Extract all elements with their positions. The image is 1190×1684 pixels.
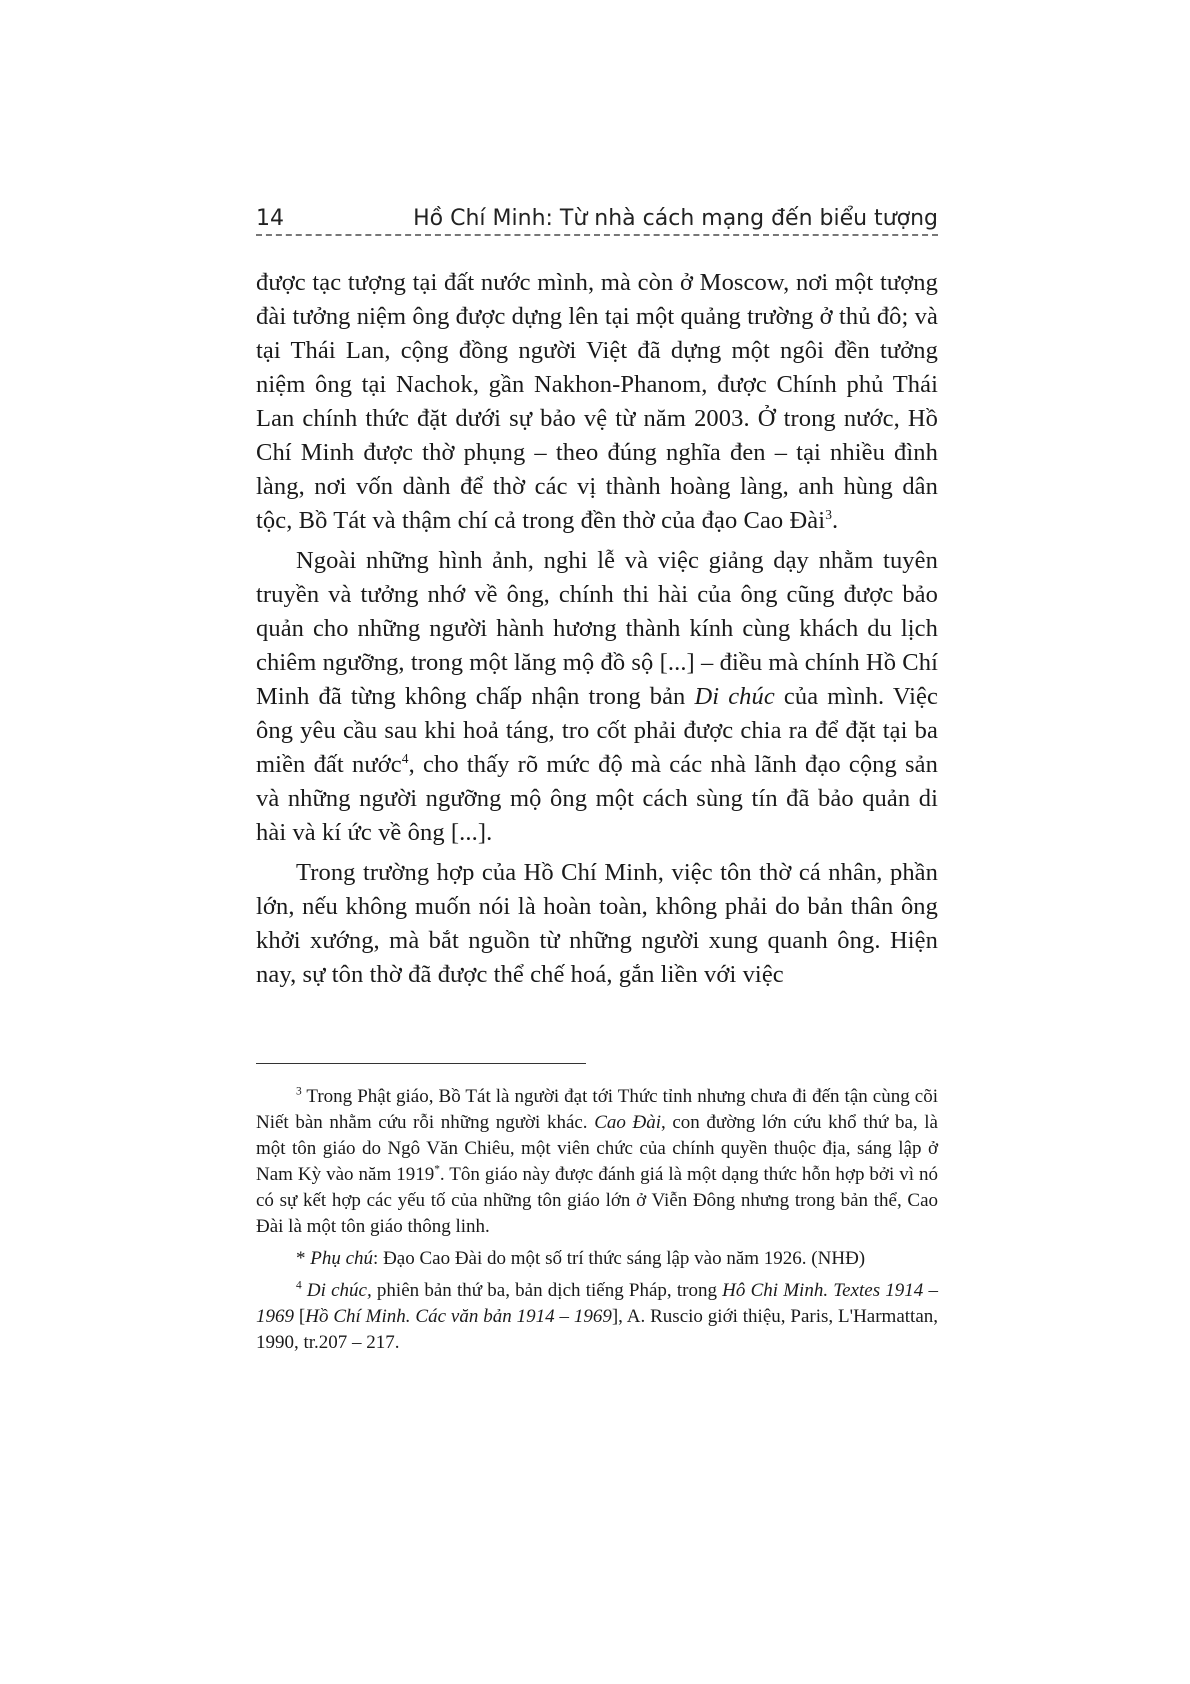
- footnote-4: $^4$ Di chúc, phiên bản thứ ba, bản dịch tiếng Pháp, trong Hô Chi Minh. Textes 1914 – 1969 [Hồ Chí Minh. Các văn bản 1914 – 1969], A. Ruscio giới thiệu, Paris, L'Harmattan, 1990, tr.207 – 217.: [256, 1279, 938, 1353]
- footnote-marker: 4: [296, 1279, 302, 1292]
- footnote-separator: [256, 1063, 586, 1064]
- paragraph-3: Trong trường hợp của Hồ Chí Minh, việc tôn thờ cá nhân, phần lớn, nếu không muốn nói là hoàn toàn, không phải do bản thân ông khởi xướng, mà bắt nguồn từ những người xung quanh ông. Hiện nay, sự tôn thờ đã được thể chế hoá, gắn liền với việc: [256, 859, 938, 988]
- running-title: Hồ Chí Minh: Từ nhà cách mạng đến biểu tượng: [413, 206, 938, 231]
- header-divider: [256, 234, 938, 236]
- footnote-ref-4: 4: [401, 750, 409, 766]
- editor-note: * Phụ chú: Đạo Cao Đài do một số trí thức sáng lập vào năm 1926. (NHĐ): [296, 1248, 866, 1269]
- paragraph-2: Ngoài những hình ảnh, nghi lễ và việc giảng dạy nhằm tuyên truyền và tưởng nhớ về ông, chính thi hài của ông cũng được bảo quản cho những người hành hương thành kính cùng khách du lịch chiêm ngưỡng, trong một lăng mộ đồ sộ [...] – điều mà chính Hồ Chí Minh đã từng không chấp nhận trong bản Di chúc của mình. Việc ông yêu cầu sau khi hoả táng, tro cốt phải được chia ra để đặt tại ba miền đất nước$^4$, cho thấy rõ mức độ mà các nhà lãnh đạo cộng sản và những người ngưỡng mộ ông một cách sùng tín đã bảo quản di hài và kí ức về ông [...].: [256, 547, 939, 846]
- footnote-marker: 3: [296, 1085, 302, 1098]
- footnote-ref-3: 3: [825, 506, 833, 522]
- page-number: 14: [256, 206, 284, 231]
- footnote-3: $^3$ Trong Phật giáo, Bồ Tát là người đạt tới Thức tỉnh nhưng chưa đi đến tận cùng cõi Niết bàn nhằm cứu rỗi những người khác. Cao Đài, con đường lớn cứu khổ thứ ba, là một tôn giáo do Ngô Văn Chiêu, một viên chức của chính quyền thuộc địa, sáng lập ở Nam Kỳ vào năm 1919*. Tôn giáo này được đánh giá là một dạng thức hỗn hợp bởi vì nó có sự kết hợp các yếu tố của những tôn giáo lớn ở Viễn Đông nhưng trong bản thể, Cao Đài là một tôn giáo thông linh.: [256, 1085, 938, 1237]
- paragraph-1: được tạc tượng tại đất nước mình, mà còn ở Moscow, nơi một tượng đài tưởng niệm ông được dựng lên tại một quảng trường ở thủ đô; và tại Thái Lan, cộng đồng người Việt đã dựng một ngôi đền tưởng niệm ông tại Nachok, gần Nakhon-Phanom, được Chính phủ Thái Lan chính thức đặt dưới sự bảo vệ từ năm 2003. Ở trong nước, Hồ Chí Minh được thờ phụng – theo đúng nghĩa đen – tại nhiều đình làng, nơi vốn dành để thờ các vị thành hoàng làng, anh hùng dân tộc, Bồ Tát và thậm chí cả trong đền thờ của đạo Cao Đài$^3$.: [256, 269, 938, 534]
- footnotes: [256, 1084, 938, 1362]
- italic-title: Di chúc: [694, 683, 775, 710]
- body-text: [256, 266, 938, 998]
- page-header: [256, 200, 938, 236]
